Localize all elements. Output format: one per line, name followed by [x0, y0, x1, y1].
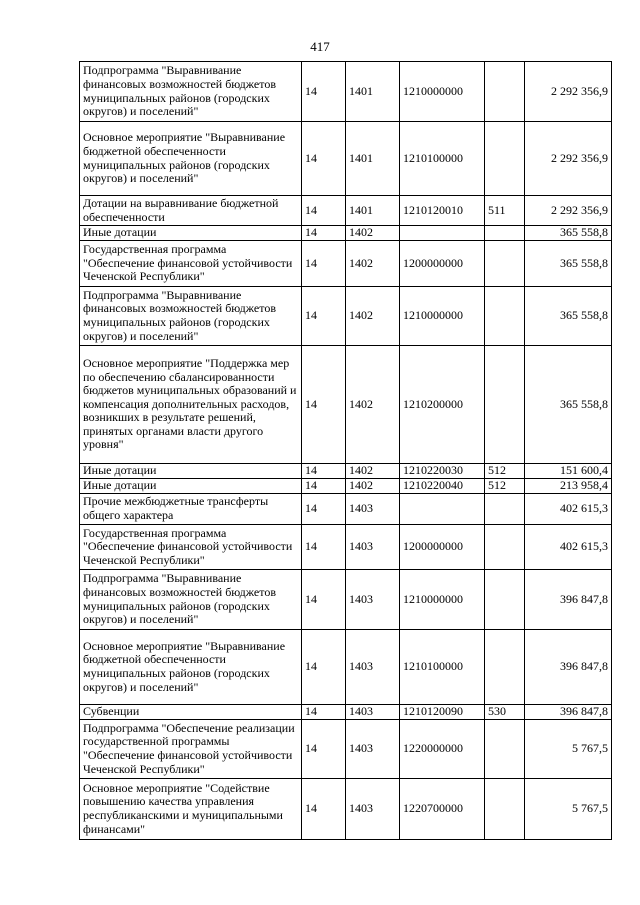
target-article-cell: 1220000000	[400, 720, 485, 779]
target-article-cell: 1210220040	[400, 479, 485, 494]
target-article-cell	[400, 494, 485, 525]
table-row	[80, 226, 612, 241]
section-code-cell: 14	[302, 241, 346, 287]
target-article-cell: 1210000000	[400, 287, 485, 346]
expense-type-cell: 511	[485, 196, 525, 226]
expense-type-cell	[485, 62, 525, 122]
subsection-code-cell: 1403	[346, 779, 400, 840]
subsection-code-cell: 1401	[346, 122, 400, 196]
expense-type-cell	[485, 122, 525, 196]
row-name-cell: Подпрограмма "Выравнивание финансовых возможностей бюджетов муниципальных районов (городских округов) и поселений"	[80, 62, 302, 122]
section-code-cell: 14	[302, 464, 346, 479]
budget-table	[79, 61, 612, 840]
target-article-cell: 1210000000	[400, 62, 485, 122]
target-article-cell: 1210200000	[400, 346, 485, 464]
section-code-cell: 14	[302, 525, 346, 570]
target-article-cell: 1210100000	[400, 122, 485, 196]
page-number: 417	[310, 39, 330, 54]
amount-cell: 396 847,8	[525, 705, 612, 720]
row-name-cell: Подпрограмма "Обеспечение реализации государственной программы "Обеспечение финансовой устойчивости Чеченской Республики"	[80, 720, 302, 779]
subsection-code-cell: 1402	[346, 226, 400, 241]
target-article-cell	[400, 226, 485, 241]
amount-cell: 365 558,8	[525, 287, 612, 346]
subsection-code-cell: 1402	[346, 346, 400, 464]
amount-cell: 2 292 356,9	[525, 196, 612, 226]
expense-type-cell	[485, 525, 525, 570]
amount-cell: 396 847,8	[525, 630, 612, 705]
section-code-cell: 14	[302, 62, 346, 122]
row-name-cell: Дотации на выравнивание бюджетной обеспеченности	[80, 196, 302, 226]
table-row	[80, 241, 612, 287]
target-article-cell: 1200000000	[400, 525, 485, 570]
amount-cell: 365 558,8	[525, 241, 612, 287]
amount-cell: 5 767,5	[525, 779, 612, 840]
amount-cell: 2 292 356,9	[525, 122, 612, 196]
expense-type-cell: 512	[485, 464, 525, 479]
target-article-cell: 1210120010	[400, 196, 485, 226]
expense-type-cell	[485, 241, 525, 287]
target-article-cell: 1210220030	[400, 464, 485, 479]
table-row	[80, 720, 612, 779]
row-name-cell: Прочие межбюджетные трансферты общего характера	[80, 494, 302, 525]
row-name-cell: Государственная программа "Обеспечение финансовой устойчивости Чеченской Республики"	[80, 241, 302, 287]
table-row	[80, 196, 612, 226]
row-name-cell: Иные дотации	[80, 479, 302, 494]
row-name-cell: Государственная программа "Обеспечение финансовой устойчивости Чеченской Республики"	[80, 525, 302, 570]
subsection-code-cell: 1403	[346, 570, 400, 630]
section-code-cell: 14	[302, 630, 346, 705]
table-row	[80, 479, 612, 494]
table-row	[80, 287, 612, 346]
table-row	[80, 62, 612, 122]
row-name-cell: Иные дотации	[80, 464, 302, 479]
subsection-code-cell: 1403	[346, 705, 400, 720]
subsection-code-cell: 1402	[346, 464, 400, 479]
subsection-code-cell: 1403	[346, 720, 400, 779]
target-article-cell: 1210000000	[400, 570, 485, 630]
section-code-cell: 14	[302, 196, 346, 226]
subsection-code-cell: 1403	[346, 494, 400, 525]
row-name-cell: Подпрограмма "Выравнивание финансовых возможностей бюджетов муниципальных районов (городских округов) и поселений"	[80, 570, 302, 630]
amount-cell: 365 558,8	[525, 346, 612, 464]
expense-type-cell	[485, 720, 525, 779]
amount-cell: 213 958,4	[525, 479, 612, 494]
section-code-cell: 14	[302, 226, 346, 241]
amount-cell: 2 292 356,9	[525, 62, 612, 122]
subsection-code-cell: 1401	[346, 196, 400, 226]
table-row	[80, 705, 612, 720]
amount-cell: 402 615,3	[525, 494, 612, 525]
section-code-cell: 14	[302, 705, 346, 720]
subsection-code-cell: 1402	[346, 479, 400, 494]
table-row	[80, 525, 612, 570]
expense-type-cell: 530	[485, 705, 525, 720]
amount-cell: 151 600,4	[525, 464, 612, 479]
amount-cell: 365 558,8	[525, 226, 612, 241]
subsection-code-cell: 1403	[346, 525, 400, 570]
table-row	[80, 494, 612, 525]
row-name-cell: Основное мероприятие "Содействие повышению качества управления республиканскими и муниципальными финансами"	[80, 779, 302, 840]
expense-type-cell	[485, 346, 525, 464]
target-article-cell: 1210120090	[400, 705, 485, 720]
subsection-code-cell: 1402	[346, 287, 400, 346]
table-row	[80, 630, 612, 705]
table-row	[80, 570, 612, 630]
table-row	[80, 346, 612, 464]
table-row	[80, 122, 612, 196]
expense-type-cell	[485, 226, 525, 241]
section-code-cell: 14	[302, 779, 346, 840]
amount-cell: 396 847,8	[525, 570, 612, 630]
section-code-cell: 14	[302, 287, 346, 346]
section-code-cell: 14	[302, 346, 346, 464]
target-article-cell: 1200000000	[400, 241, 485, 287]
table-row	[80, 464, 612, 479]
expense-type-cell	[485, 570, 525, 630]
amount-cell: 402 615,3	[525, 525, 612, 570]
expense-type-cell: 512	[485, 479, 525, 494]
expense-type-cell	[485, 779, 525, 840]
row-name-cell: Субвенции	[80, 705, 302, 720]
target-article-cell: 1220700000	[400, 779, 485, 840]
table-row	[80, 779, 612, 840]
amount-cell: 5 767,5	[525, 720, 612, 779]
row-name-cell: Основное мероприятие "Поддержка мер по обеспечению сбалансированности бюджетов муниципальных образований и компенсация дополнительных расходов, возникших в результате решений, принятых органами власти другого уровня"	[80, 346, 302, 464]
row-name-cell: Основное мероприятие "Выравнивание бюджетной обеспеченности муниципальных районов (городских округов) и поселений"	[80, 122, 302, 196]
subsection-code-cell: 1402	[346, 241, 400, 287]
row-name-cell: Подпрограмма "Выравнивание финансовых возможностей бюджетов муниципальных районов (городских округов) и поселений"	[80, 287, 302, 346]
row-name-cell: Основное мероприятие "Выравнивание бюджетной обеспеченности муниципальных районов (городских округов) и поселений"	[80, 630, 302, 705]
section-code-cell: 14	[302, 479, 346, 494]
expense-type-cell	[485, 287, 525, 346]
subsection-code-cell: 1403	[346, 630, 400, 705]
expense-type-cell	[485, 630, 525, 705]
row-name-cell: Иные дотации	[80, 226, 302, 241]
section-code-cell: 14	[302, 720, 346, 779]
target-article-cell: 1210100000	[400, 630, 485, 705]
expense-type-cell	[485, 494, 525, 525]
subsection-code-cell: 1401	[346, 62, 400, 122]
section-code-cell: 14	[302, 494, 346, 525]
section-code-cell: 14	[302, 570, 346, 630]
section-code-cell: 14	[302, 122, 346, 196]
